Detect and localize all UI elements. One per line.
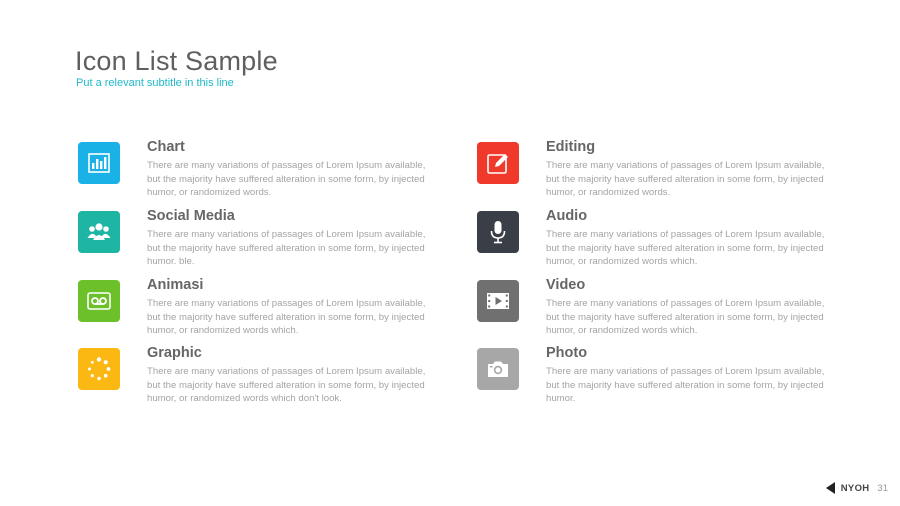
chart-icon: [86, 150, 112, 176]
voicemail-icon-box: [78, 280, 120, 322]
video-icon: [485, 288, 511, 314]
item-description: There are many variations of passages of Lorem Ipsum available, but the majority have suffered alteration in some form, by injected humor, or randomized words which don't look.: [147, 366, 426, 404]
edit-icon: [485, 150, 511, 176]
microphone-icon-box: [477, 211, 519, 253]
edit-icon-box: [477, 142, 519, 184]
microphone-icon: [485, 219, 511, 245]
page-title: Icon List Sample: [75, 46, 278, 76]
page-number: 31: [877, 482, 888, 494]
item-description: There are many variations of passages of Lorem Ipsum available, but the majority have suffered alteration in some form, by injected humor, or randomized words which.: [546, 229, 825, 267]
item-title: Photo: [546, 345, 588, 361]
footer: [826, 482, 888, 494]
camera-icon: [485, 356, 511, 382]
video-icon-box: [477, 280, 519, 322]
page-subtitle: Put a relevant subtitle in this line: [76, 77, 234, 89]
item-description: There are many variations of passages of Lorem Ipsum available, but the majority have suffered alteration in some form, by injected humor, or randomized words.: [546, 160, 825, 198]
chart-icon-box: [78, 142, 120, 184]
item-title: Chart: [147, 139, 185, 155]
footer-brand: NYOH: [840, 482, 870, 494]
item-title: Audio: [546, 208, 588, 224]
item-title: Graphic: [147, 345, 202, 361]
loading-icon: [86, 356, 112, 382]
item-description: There are many variations of passages of Lorem Ipsum available, but the majority have suffered alteration in some form, by injected humor, or randomized words which.: [546, 298, 825, 336]
people-icon-box: [78, 211, 120, 253]
loading-icon-box: [78, 348, 120, 390]
previous-arrow-icon[interactable]: [826, 482, 835, 494]
item-description: There are many variations of passages of Lorem Ipsum available, but the majority have suffered alteration in some form, by injected humor, or randomized words which.: [147, 298, 426, 336]
voicemail-icon: [86, 288, 112, 314]
item-title: Social Media: [147, 208, 235, 224]
people-icon: [86, 219, 112, 245]
item-description: There are many variations of passages of Lorem Ipsum available, but the majority have suffered alteration in some form, by injected humor, or randomized words.: [147, 160, 426, 198]
item-title: Animasi: [147, 277, 204, 293]
item-title: Video: [546, 277, 586, 293]
camera-icon-box: [477, 348, 519, 390]
item-description: There are many variations of passages of Lorem Ipsum available, but the majority have suffered alteration in some form, by injected humor. ble.: [147, 229, 426, 267]
item-title: Editing: [546, 139, 596, 155]
item-description: There are many variations of passages of Lorem Ipsum available, but the majority have suffered alteration in some form, by injected humor.: [546, 366, 825, 404]
